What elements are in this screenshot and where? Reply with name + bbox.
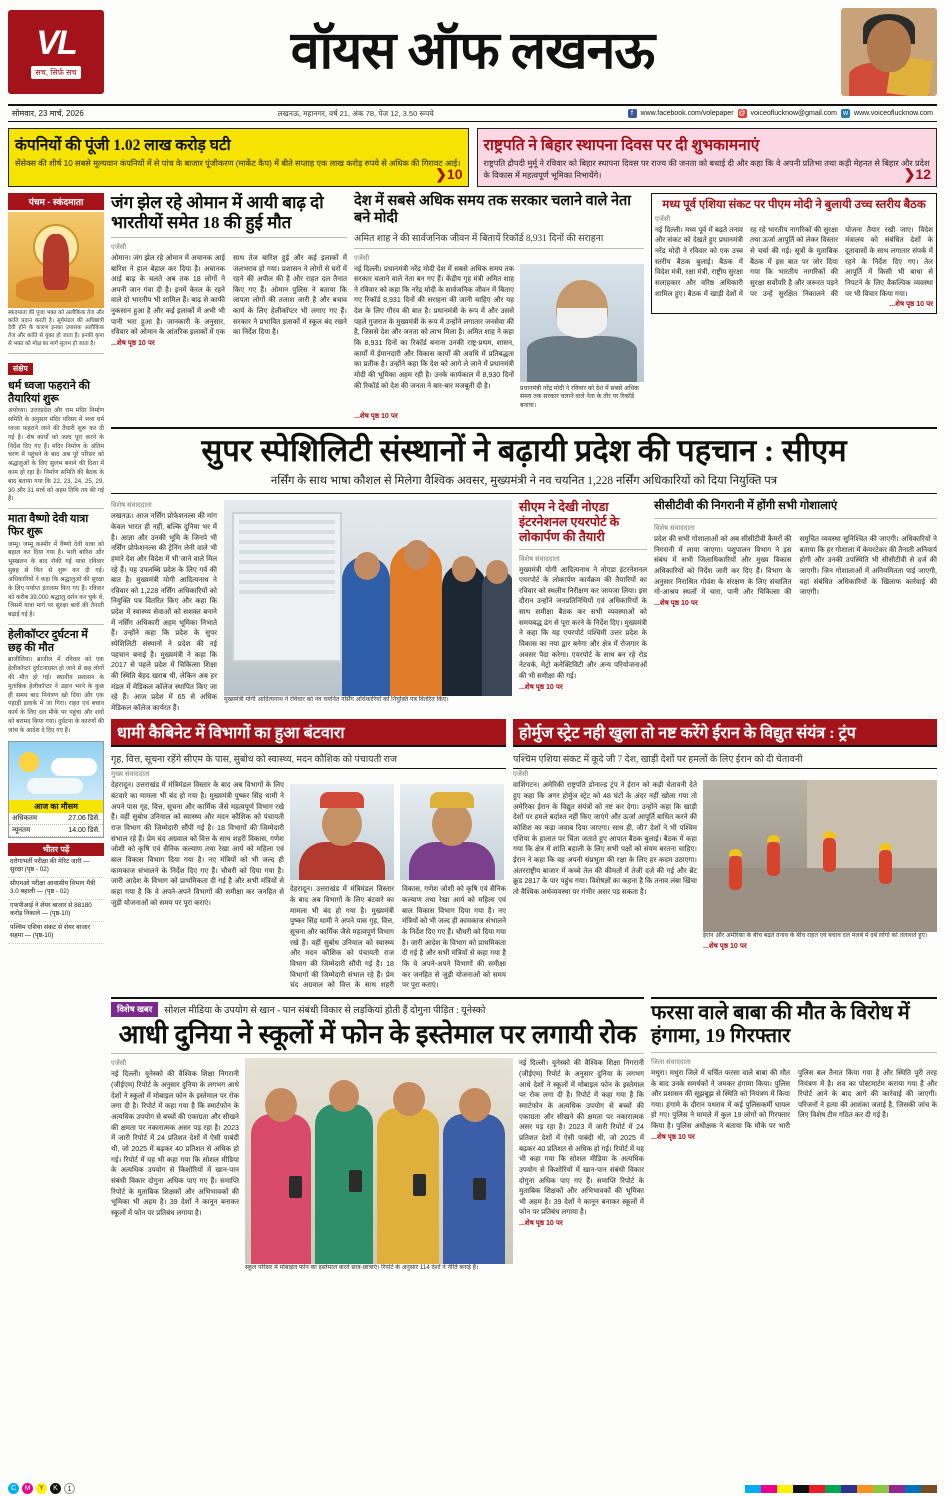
story-trump bbox=[513, 719, 937, 990]
story-westasia bbox=[651, 193, 937, 421]
brief-text-2: जम्मू। जम्मू कश्मीर में वैष्णो देवी यात्रा को बहाल कर दिया गया है। भारी बारिश और भूस्खलन के बाद रोकी गई यात्रा रविवार सुबह से फिर से शुरू कर दी गई। अधिकारियों ने कहा कि श्रद्धालुओं की सुरक्षा के लिए पर्याप्त इंतजाम किए गए हैं। रविवार को करीब 39,000 श्रद्धालु दर्शन कर चुके थे, जिसमें यात्रा मार्ग पर सुरक्षा बलों की तैनाती बढ़ाई गई है। bbox=[8, 540, 104, 619]
website-url: www.voiceoflucknow.com bbox=[854, 110, 933, 117]
sub2-text: प्रदेश की सभी गोशालाओं को अब सीसीटीवी कैमरों की निगरानी में लाया जाएगा। पशुपालन विभाग ने इस संबंध में सभी जिलाधिकारियों और मुख्य विकास अधिकारियों को निर्देश जारी कर दिए हैं। विभाग के अनुसार निराश्रित गोवंश के संरक्षण के लिए संचालित गो-आश्रय स्थलों में चारा, पानी और चिकित्सा की समुचित व्यवस्था सुनिश्चित की जाएगी। अधिकारियों ने बताया कि हर गोशाला में केयरटेकर की तैनाती अनिवार्य होगी और उनकी उपस्थिति भी सीसीटीवी से दर्ज की जाएगी। जिन गोशालाओं में अनियमितता पाई जाएगी, वहां संबंधित अधिकारियों के खिलाफ कार्रवाई की जाएगी। bbox=[654, 535, 937, 597]
black-mark: K bbox=[50, 1483, 61, 1494]
brief-headline-2: माता वैष्णो देवी यात्रा फिर शुरू bbox=[8, 513, 89, 538]
weather-heading: आज का मौसम bbox=[9, 800, 103, 813]
social-links bbox=[628, 109, 933, 118]
story-phones bbox=[111, 997, 644, 1273]
page-number: 1 bbox=[64, 1483, 75, 1494]
goddess-caption: स्कंदमाता की पूजा भक्त को अलौकिक तेज और कांति प्रदान करती है। सूर्यमंडल की अधिष्ठात्री देवी होने के कारण इनका उपासक अलौकिक तेज और कांति से युक्त हो जाता है। इनकी कृपा से भक्त को मोक्ष का मार्ग सुलभ हो जाता है। bbox=[8, 309, 104, 348]
president-portrait bbox=[841, 8, 937, 96]
story-phones-contd: ...शेष पृष्ठ 10 पर bbox=[519, 1219, 563, 1228]
logo-tagline: सच, सिर्फ़ सच bbox=[31, 66, 80, 79]
top-banner-row bbox=[8, 128, 937, 187]
students-photo-caption: स्कूल परिसर में मोबाइल फोन का इस्तेमाल करते छात्र-छात्राएं। रिपोर्ट के अनुसार 114 देशों ने नीति बनाई है। bbox=[245, 1264, 479, 1272]
email-address: voiceoflucknow@gmail.com bbox=[750, 110, 838, 117]
story-westasia-headline: मध्य पूर्व एशिया संकट पर पीएम मोदी ने बुलायी उच्च स्तरीय बैठक bbox=[662, 198, 926, 211]
masthead bbox=[8, 6, 937, 98]
minister-photo-1 bbox=[290, 784, 394, 880]
navratri-title: पंचम - स्कंदमाता bbox=[8, 193, 104, 210]
logo bbox=[8, 10, 104, 94]
yellow-mark: Y bbox=[36, 1483, 47, 1494]
rescue-photo-caption: ईरान और अमेरिका के बीच बढ़ते तनाव के बीच राहत एवं बचाव दल मलबे में दबे लोगों को तलाशते हुए। bbox=[703, 932, 928, 940]
logo-mark: VL bbox=[36, 23, 76, 62]
story-trump-text: वाशिंगटन। अमेरिकी राष्ट्रपति डोनाल्ड ट्रंप ने ईरान को कड़ी चेतावनी देते हुए कहा कि अगर होर्मुज स्ट्रेट को 48 घंटों के अंदर नहीं खोला गया तो अमेरिका ईरान के विद्युत संयंत्रों को नष्ट कर देगा। उन्होंने कहा कि खाड़ी देशों पर हमले बर्दाश्त नहीं किए जाएंगे और ऊर्जा आपूर्ति बाधित करने की कोशिश का कड़ा जवाब दिया जाएगा। साथ ही, जी7 देशों ने भी पश्चिम एशिया के हालात पर चिंता जताते हुए आपात बैठक बुलाई। बैठक में कहा गया कि क्षेत्र में शांति बहाली के लिए सभी पक्षों को संयम बरतना चाहिए। ईरान ने कहा कि वह अपनी संप्रभुता की रक्षा के लिए हर कदम उठाएगा। अंतरराष्ट्रीय बाजार में कच्चे तेल की कीमतों में तेजी दर्ज की गई और ब्रेंट क्रूड 2817 के पार पहुंच गया। विशेषज्ञों का कहना है कि तनाव लंबा खिंचा तो वैश्विक अर्थव्यवस्था पर गंभीर असर पड़ सकता है। bbox=[513, 781, 697, 896]
story-baba-contd: ...शेष पृष्ठ 10 पर bbox=[651, 1132, 695, 1141]
banner-market-text: सेंसेक्स की शीर्ष 10 सबसे मूल्यवान कंपनियों में से पांच के बाजार पूंजीकरण (मार्केट कैप) में बीते सप्ताह एक लाख करोड़ रुपये से अधिक की गिरावट आई। bbox=[15, 159, 461, 168]
story-modi-subhead: अमित शाह ने की सार्वजनिक जीवन में बितायें रिकॉर्ड 8,931 दिनों की सराहना bbox=[354, 233, 604, 244]
second-tier bbox=[111, 719, 937, 990]
inside-item-1[interactable]: दरोगाभर्ती परीक्षा की मेरिट जारी — सुरक्षा (पृष्ठ - 02) bbox=[8, 856, 104, 878]
lead-story-header bbox=[111, 427, 937, 494]
sub2-headline: सीसीटीवी की निगरानी में होंगी सभी गोशालाएं bbox=[654, 500, 838, 513]
inside-heading: भीतर पढ़ें bbox=[8, 843, 104, 856]
magenta-mark: M bbox=[22, 1483, 33, 1494]
story-oman-byline: एजेंसी bbox=[111, 243, 127, 251]
facebook-url: www.facebook.com/volepaper bbox=[640, 110, 734, 117]
banner-president-jump: ❯12 bbox=[903, 165, 931, 182]
top-story-strip bbox=[111, 193, 937, 421]
weather-max-label: अधिकतम bbox=[12, 814, 38, 822]
lead-headline: सुपर स्पेशिलिटी संस्थानों ने बढ़ायी प्रदेश की पहचान : सीएम bbox=[201, 433, 847, 469]
weather-max-value: 27.06 डिसे. bbox=[68, 814, 100, 822]
goddess-illustration bbox=[8, 212, 104, 308]
story-trump-contd: ...शेष पृष्ठ 10 पर bbox=[703, 942, 747, 951]
story-dhami-text-2: देहरादून। उत्तराखंड में मंत्रिमंडल विस्तार के बाद अब विभागों के लिए बंटवारे का मामला भी बंद हो गया है। मुख्यमंत्री पुष्कर सिंह धामी ने अपने पास गृह, वित्त, सूचना और कार्मिक जैसे महत्वपूर्ण विभाग रखे हैं। वहीं सुबोध उनियाल को स्वास्थ्य और मदन कौशिक को पंचायती राज विभाग की जिम्मेदारी सौंपी गई है। 18 विभागों की जिम्मेदारी संभाल रहे हैं। प्रेम चंद अग्रवाल को वित्त के साथ शहरी विकास, गणेश जोशी को कृषि एवं सैनिक कल्याण तथा रेखा आर्य को महिला एवं बाल विकास विभाग दिया गया है। नए मंत्रियों को भी जल्द ही कामकाज संभालने के निर्देश दिए गए हैं। चौधरी को दिया गया है। जारी आदेश के विभाग को प्राथमिकता दी गई है और सभी मंत्रियों से कहा गया है कि वे अपने-अपने विभागों की समीक्षा कर जनहित से जुड़ी योजनाओं को समय पर पूरा कराएं। bbox=[290, 885, 507, 990]
brief-text-3: ब्राजीलिया। ब्राजील में रविवार को एक हेलीकॉप्टर दुर्घटनाग्रस्त हो जाने से छह लोगों की मौत हो गई। स्थानीय प्रशासन के मुताबिक हेलीकॉप्टर ने उड़ान भरने के कुछ ही समय बाद नियंत्रण खो दिया और एक पहाड़ी इलाके में जा गिरा। राहत एवं बचाव कार्य के लिए दल मौके पर पहुंचा और शवों को बरामद किया गया। दुर्घटना के कारणों की जांच के आदेश दे दिए गए हैं। bbox=[8, 656, 104, 734]
sub1-text: मुख्यमंत्री योगी आदित्यनाथ ने नोएडा इंटरनेशनल एयरपोर्ट के लोकार्पण कार्यक्रम की तैयारियों का रविवार को स्थलीय निरीक्षण कर जायजा लिया। इस दौरान उन्होंने जनप्रतिनिधियों एवं अधिकारियों के साथ समीक्षा बैठक कर सभी व्यवस्थाओं को समयबद्ध ढंग से पूरा करने के निर्देश दिए। मुख्यमंत्री ने कहा कि यह एयरपोर्ट पश्चिमी उत्तर प्रदेश के विकास का नया द्वार बनेगा और क्षेत्र में रोजगार के अवसर पैदा करेगा। एयरपोर्ट के साथ बन रहे रोड नेटवर्क, मेट्रो कनेक्टिविटी और अन्य परियोजनाओं की भी समीक्षा की गई। bbox=[519, 565, 647, 680]
sub2-byline: विशेष संवाददाता bbox=[654, 525, 695, 533]
story-dhami-subhead-wrap bbox=[111, 745, 506, 769]
weather-min-value: 14.00 डिसे. bbox=[68, 826, 100, 834]
banner-market-jump: ❯10 bbox=[435, 165, 463, 182]
left-rail bbox=[8, 193, 104, 1273]
story-trump-subhead: पश्चिम एशिया संकट में कूदे जी 7 देश, खाड़ी देशों पर हमलों के लिए ईरान को दी चेतावनी bbox=[513, 755, 803, 766]
story-modi-headline: देश में सबसे अधिक समय तक सरकार चलाने वाले नेता बने मोदी bbox=[354, 192, 632, 227]
banner-market-headline: कंपनियों की पूंजी 1.02 लाख करोड़ घटी bbox=[15, 137, 231, 154]
brief-headline-1: धर्म ध्वजा फहराने की तैयारियां शुरू bbox=[8, 379, 90, 405]
story-dhami bbox=[111, 719, 506, 990]
students-photo bbox=[245, 1058, 513, 1264]
lead-story-body bbox=[111, 500, 937, 713]
special-kicker: विशेष खबर bbox=[111, 1002, 158, 1017]
inside-item-4[interactable]: पश्चिम एशिया संकट से शेयर बाजार सहमा — (पृष्ठ-10) bbox=[8, 922, 104, 944]
cm-photo-caption: मुख्यमंत्री योगी आदित्यनाथ ने रविवार को नव चयनित नर्सिंग अधिकारियों को नियुक्ति पत्र वितरित किए। bbox=[224, 696, 449, 704]
weather-icon bbox=[9, 742, 103, 800]
lead-photo-col bbox=[224, 500, 512, 713]
story-oman-text: ओमान। जंग झेल रहे ओमान में अचानक आई बारिश ने हाल बेहाल कर दिया है। अचानक आई बाढ़ के चलते अब तक 18 लोगों ने अपनी जान गंवा दी है। इनमें केरल के रहने वाले दो भारतीय भी शामिल हैं। बाढ़ से काफी नुकसान हुआ है और कई इलाकों में अभी भी पानी भरा हुआ है। जानकारी के अनुसार, रविवार को ओमान के आंतरिक इलाकों में एक साथ तेज बारिश हुई और कई इलाकों में जलभराव हो गया। प्रशासन ने लोगों से घरों में रहने की अपील की है और राहत दल तैनात किए गए हैं। ओमान पुलिस ने बताया कि लापता लोगों की तलाश जारी है और बचाव कार्य के लिए हेलीकॉप्टर भी लगाए गए हैं। सरकार ने प्रभावित इलाकों में स्कूल बंद रखने का निर्देश दिया है। bbox=[111, 253, 347, 337]
lead-byline: विशेष संवाददाता bbox=[111, 502, 152, 510]
weather-row-min bbox=[9, 825, 103, 837]
minister-portraits bbox=[290, 784, 506, 880]
weather-min-label: न्यूनतम bbox=[12, 826, 31, 834]
story-phones-headline: आधी दुनिया ने स्कूलों में फोन के इस्तेमाल पर लगायी रोक bbox=[118, 1019, 637, 1049]
page-body bbox=[8, 193, 937, 1273]
modi-photo bbox=[520, 264, 644, 382]
banner-president-text: राष्ट्रपति द्रौपदी मुर्मू ने रविवार को बिहार स्थापना दिवस पर राज्य की जनता को बधाई दी और कहा कि वे अपनी प्रतिभा तथा कड़ी मेहनत से बिहार और प्रदेश के विकास में महत्वपूर्ण भूमिका निभायेंगे। bbox=[483, 159, 930, 180]
story-modi bbox=[354, 193, 644, 421]
title-block bbox=[112, 23, 833, 80]
story-baba-byline: जिला संवाददाता bbox=[651, 1058, 691, 1066]
story-dhami-byline: मुख्य संवाददाता bbox=[111, 771, 150, 779]
story-modi-text: नई दिल्ली। प्रधानमंत्री नरेंद्र मोदी देश में सबसे अधिक समय तक सरकार चलाने वाले नेता बन गए हैं। केंद्रीय गृह मंत्री अमित शाह ने रविवार को कहा कि नरेंद्र मोदी के सार्वजनिक जीवन में बिताए गए रिकॉर्ड 8,931 दिनों की सराहना की जानी चाहिए और यह देश के लिए गौरव की बात है। प्रधानमंत्री के रूप में और उससे पहले गुजरात के मुख्यमंत्री के रूप में उन्होंने लगातार जनसेवा की है, जिससे देश और जनता को लाभ मिला है। अमित शाह ने कहा कि 8,931 दिनों का रिकॉर्ड बनाना उनकी राष्ट्र-प्रथम, शासन, कार्यों में ईमानदारी और विकास कार्यों की अवधि में प्रतिबद्धता का प्रतीक है। उन्होंने कहा कि देश को आगे ले जाने में प्रधानमंत्री मोदी की भूमिका अहम रही है। उनके कार्यकाल में 8,930 दिनों की रिकॉर्ड को देश की जनता ने बार-बार मजबूती दी है। bbox=[354, 264, 514, 390]
weather-widget bbox=[8, 741, 104, 838]
story-baba-text: मथुरा। मथुरा जिले में चर्चित फरसा वाले बाबा की मौत के बाद उनके समर्थकों ने जमकर हंगामा किया। पुलिस और प्रशासन की सूझबूझ से स्थिति को नियंत्रण में किया गया। हंगामे के दौरान पथराव में कई पुलिसकर्मी घायल हो गए। पुलिस ने मामले में कुल 19 लोगों को गिरफ्तार किया है। पुलिस अधीक्षक ने बताया कि मौके पर भारी पुलिस बल तैनात किया गया है और स्थिति पूरी तरह नियंत्रण में है। शव का पोस्टमार्टम कराया गया है और रिपोर्ट आने के बाद आगे की कार्रवाई की जाएगी। परिजनों ने हत्या की आशंका जताई है, जिसकी जांच के लिए विशेष टीम गठित कर दी गई है। bbox=[651, 1068, 937, 1131]
lead-text: लखनऊ। आज नर्सिंग प्रोफेशनल्स की मांग केवल भारत ही नहीं, बल्कि दुनिया भर में है। आज्ञा और उनकी भूमि के जिनपे भी नर्सिंग प्रोफेशनल्स की ट्रेनिंग लेनी वाले भी हमारे देश और विदेश में भी जाने वाले मिल रहे हैं। यह उपलब्धि प्रदेश के लिए गर्व की बात है। मुख्यमंत्री योगी आदित्यनाथ ने रविवार को 1,228 नर्सिंग अधिकारियों को नियुक्ति पत्र वितरित किए और कहा कि प्रदेश में स्वास्थ्य सेवाओं को सशक्त बनाने में नर्सिंग अधिकारी अहम भूमिका निभाते हैं। उन्होंने कहा कि प्रदेश के सुपर स्पेशिलिटी संस्थानों ने प्रदेश की नई पहचान बनाई है। मुख्यमंत्री ने कहा कि 2017 से पहले प्रदेश में चिकित्सा शिक्षा की स्थिति बेहद खराब थी, लेकिन अब हर मंडल में मेडिकल कॉलेज स्थापित किए जा रहे हैं। आज प्रदेश में 65 से अधिक मेडिकल कॉलेज कार्यरत हैं। bbox=[111, 512, 217, 712]
story-dhami-text: देहरादून। उत्तराखंड में मंत्रिमंडल विस्तार के बाद अब विभागों के लिए बंटवारे का मामला भी बंद हो गया है। मुख्यमंत्री पुष्कर सिंह धामी ने अपने पास गृह, वित्त, सूचना और कार्मिक जैसे महत्वपूर्ण विभाग रखे हैं। वहीं सुबोध उनियाल को स्वास्थ्य और मदन कौशिक को पंचायती राज विभाग की जिम्मेदारी सौंपी गई है। 18 विभागों की जिम्मेदारी संभाल रहे हैं। प्रेम चंद अग्रवाल को वित्त के साथ शहरी विकास, गणेश जोशी को कृषि एवं सैनिक कल्याण तथा रेखा आर्य को महिला एवं बाल विकास विभाग दिया गया है। नए मंत्रियों को भी जल्द ही कामकाज संभालने के निर्देश दिए गए हैं। चौधरी को दिया गया है। जारी आदेश के विभाग को प्राथमिकता दी गई है और सभी मंत्रियों से कहा गया है कि वे अपने-अपने विभागों की समीक्षा कर जनहित से जुड़ी योजनाओं को समय पर पूरा कराएं। bbox=[111, 781, 284, 907]
westasia-box bbox=[651, 193, 937, 314]
brief-headline-3: हेलीकॉप्टर दुर्घटना में छह की मौत bbox=[8, 629, 88, 654]
story-westasia-text: नई दिल्ली। मध्य पूर्व में बढ़ते तनाव और संकट को देखते हुए प्रधानमंत्री नरेंद्र मोदी ने रविवार को एक उच्च स्तरीय बैठक बुलाई। बैठक में विदेश मंत्री, रक्षा मंत्री, राष्ट्रीय सुरक्षा सलाहकार और वरिष्ठ अधिकारी शामिल हुए। बैठक में खाड़ी देशों में रह रहे भारतीय नागरिकों की सुरक्षा तथा ऊर्जा आपूर्ति को लेकर विस्तार से चर्चा की गई। सूत्रों के मुताबिक बैठक में इस बात पर जोर दिया गया कि भारतीय नागरिकों की सुरक्षा सर्वोपरि है और जरूरत पड़ने पर उन्हें सुरक्षित निकालने की योजना तैयार रखी जाए। विदेश मंत्रालय को संबंधित देशों के दूतावासों के साथ लगातार संपर्क में रहने के निर्देश दिए गए। तेल आपूर्ति में किसी भी बाधा से निपटने के लिए वैकल्पिक व्यवस्था पर भी विचार किया गया। bbox=[655, 225, 933, 298]
rescue-photo bbox=[703, 780, 937, 932]
lead-text-col bbox=[111, 500, 217, 713]
paper-title: वॉयस ऑफ लखनऊ bbox=[290, 23, 655, 80]
story-phones-text-2: नई दिल्ली। यूनेस्को की वैश्विक शिक्षा निगरानी (जीईएम) रिपोर्ट के अनुसार दुनिया के लगभग आधे देशों ने स्कूलों में मोबाइल फोन के इस्तेमाल पर रोक लगा दी है। रिपोर्ट में कहा गया है कि स्मार्टफोन के अत्यधिक उपयोग से बच्चों की एकाग्रता और सीखने की क्षमता पर नकारात्मक असर पड़ रहा है। 2023 में जारी रिपोर्ट में 24 प्रतिशत देशों में ऐसी पाबंदी थी, जो 2025 में बढ़कर 40 प्रतिशत से अधिक हो गई। रिपोर्ट में यह भी कहा गया कि सोशल मीडिया के अत्यधिक उपयोग से किशोरियों में खान-पान संबंधी विकार दोगुना अधिक पाए गए हैं। समाप्ति रिपोर्ट के मुताबिक शिक्षकों और अभिभावकों की भूमिका भी अहम है। 39 देशों ने कानून बनाकर स्कूलों में फोन पर प्रतिबंध लगाया है। bbox=[519, 1059, 644, 1217]
story-oman bbox=[111, 193, 347, 421]
story-trump-subhead-wrap bbox=[513, 745, 937, 769]
story-oman-headline: जंग झेल रहे ओमान में आयी बाढ़ दो भारतीयों समेत 18 की हुई मौत bbox=[111, 192, 324, 232]
globe-icon: w bbox=[842, 110, 849, 117]
brief-text-1: अयोध्या। उत्तरप्रदेश और राम मंदिर निर्माण समिति के अनुसार मंदिर परिसर में भव्य धर्म ध्वजा फहराने जाने की तैयारी शुरू कर दी गई है। शेष कार्यों को जल्द पूरा करने के निर्देश दिए गए हैं। मंदिर निर्माण के अंतिम चरण में पहुंचने के बाद अब पूरे परिसर को श्रद्धालुओं के लिए सुलभ बनाने की दिशा में काम हो रहा है। निर्माण समिति की बैठक के बाद बताया गया कि 22, 23, 24, 25, 29, 30 और 31 मार्च को अहम तिथि तय की गई है। bbox=[8, 407, 104, 503]
cm-photo bbox=[224, 500, 512, 696]
story-dhami-headline: धामी कैबिनेट में विभागों का हुआ बंटवारा bbox=[111, 719, 506, 745]
story-trump-byline: एजेंसी bbox=[513, 771, 529, 779]
sub2-contd: ...शेष पृष्ठ 10 पर bbox=[654, 598, 698, 607]
story-dhami-subhead: गृह, वित्त, सूचना रहेंगे सीएम के पास, सुबोध को स्वास्थ्य, मदन कौशिक को पंचायती राज bbox=[111, 755, 397, 766]
story-oman-contd: ...शेष पृष्ठ 10 पर bbox=[111, 339, 155, 347]
banner-president bbox=[477, 128, 938, 187]
lead-sub-2 bbox=[654, 500, 937, 713]
mail-icon: @ bbox=[738, 110, 746, 117]
cyan-mark: C bbox=[8, 1483, 19, 1494]
brief-kicker: संक्षेप bbox=[8, 363, 33, 375]
weather-row-max bbox=[9, 813, 103, 825]
minister-photo-2 bbox=[400, 784, 504, 880]
sub1-headline: सीएम ने देखी नोएडा इंटरनेशनल एयरपोर्ट के लोकार्पण की तैयारी bbox=[519, 500, 620, 544]
third-tier bbox=[111, 997, 937, 1273]
issue-date: सोमवार, 23 मार्च, 2026 bbox=[12, 109, 84, 118]
inside-item-2[interactable]: सीएमओ परीक्षा आवासीय विभाग मैत्री 3.0 बहाली — (पृष्ठ - 02) bbox=[8, 878, 104, 900]
modi-photo-caption: प्रधानमंत्री नरेंद्र मोदी ने रविवार को देश में सबसे अधिक समय तक सरकार चलाने वाले नेता के तौर पर रिकॉर्ड बनाया। bbox=[520, 384, 639, 409]
print-color-strip bbox=[745, 1485, 937, 1493]
story-modi-byline: एजेंसी bbox=[354, 254, 370, 262]
story-phones-text: नई दिल्ली। यूनेस्को की वैश्विक शिक्षा निगरानी (जीईएम) रिपोर्ट के अनुसार दुनिया के लगभग आधे देशों ने स्कूलों में मोबाइल फोन के इस्तेमाल पर रोक लगा दी है। रिपोर्ट में कहा गया है कि स्मार्टफोन के अत्यधिक उपयोग से बच्चों की एकाग्रता और सीखने की क्षमता पर नकारात्मक असर पड़ रहा है। 2023 में जारी रिपोर्ट में 24 प्रतिशत देशों में ऐसी पाबंदी थी, जो 2025 में बढ़कर 40 प्रतिशत से अधिक हो गई। रिपोर्ट में यह भी कहा गया कि सोशल मीडिया के अत्यधिक उपयोग से किशोरियों में खान-पान संबंधी विकार दोगुना अधिक पाए गए हैं। समाप्ति रिपोर्ट के मुताबिक शिक्षकों और अभिभावकों की भूमिका भी अहम है। 39 देशों ने कानून बनाकर स्कूलों में फोन पर प्रतिबंध लगाया है। bbox=[111, 1070, 239, 1217]
banner-market bbox=[8, 128, 469, 187]
issue-details: लखनऊ, महानगर, वर्ष 21, अंक 78, पेज 12, 3.50 रूपये bbox=[277, 108, 434, 118]
lead-subhead: नर्सिंग के साथ भाषा कौशल से मिलेगा वैश्विक अवसर, मुख्यमंत्री ने नव चयनित 1,228 नर्सिंग अधिकारियों को दिया नियुक्ति पत्र bbox=[270, 475, 778, 488]
story-baba-headline: फरसा वाले बाबा की मौत के विरोध में हंगामा, 19 गिरफ्तार bbox=[651, 1001, 910, 1047]
sub1-contd: ...शेष पृष्ठ 10 पर bbox=[519, 682, 563, 691]
inside-item-3[interactable]: एफपीआई ने शेयर बाजार से 88180 करोड़ निकाले — (पृष्ठ-10) bbox=[8, 900, 104, 922]
main-columns bbox=[111, 193, 937, 1273]
sub1-byline: विशेष संवाददाता bbox=[519, 555, 560, 563]
color-registration-marks bbox=[8, 1483, 75, 1494]
story-baba bbox=[651, 997, 937, 1273]
story-trump-headline: होर्मुज स्ट्रेट नही खुला तो नष्ट करेंगे ईरान के विद्युत संयंत्र : ट्रंप bbox=[513, 719, 937, 745]
story-westasia-byline: एजेंसी bbox=[655, 215, 671, 223]
special-kicker-line: सोशल मीडिया के उपयोग से खान - पान संबंधी विकार से लड़कियां होती हैं दोगुना पीड़ित : यूनेस्को bbox=[164, 1005, 486, 1016]
masthead-meta bbox=[8, 104, 937, 122]
banner-president-headline: राष्ट्रपति ने बिहार स्थापना दिवस पर दी शुभकामनाएं bbox=[483, 137, 760, 154]
lead-sub-1 bbox=[519, 500, 647, 713]
facebook-icon: f bbox=[628, 109, 637, 118]
story-phones-byline: एजेंसी bbox=[111, 1060, 127, 1068]
story-westasia-contd: ...शेष पृष्ठ 10 पर bbox=[889, 300, 933, 309]
story-modi-contd: ...शेष पृष्ठ 10 पर bbox=[354, 411, 398, 420]
